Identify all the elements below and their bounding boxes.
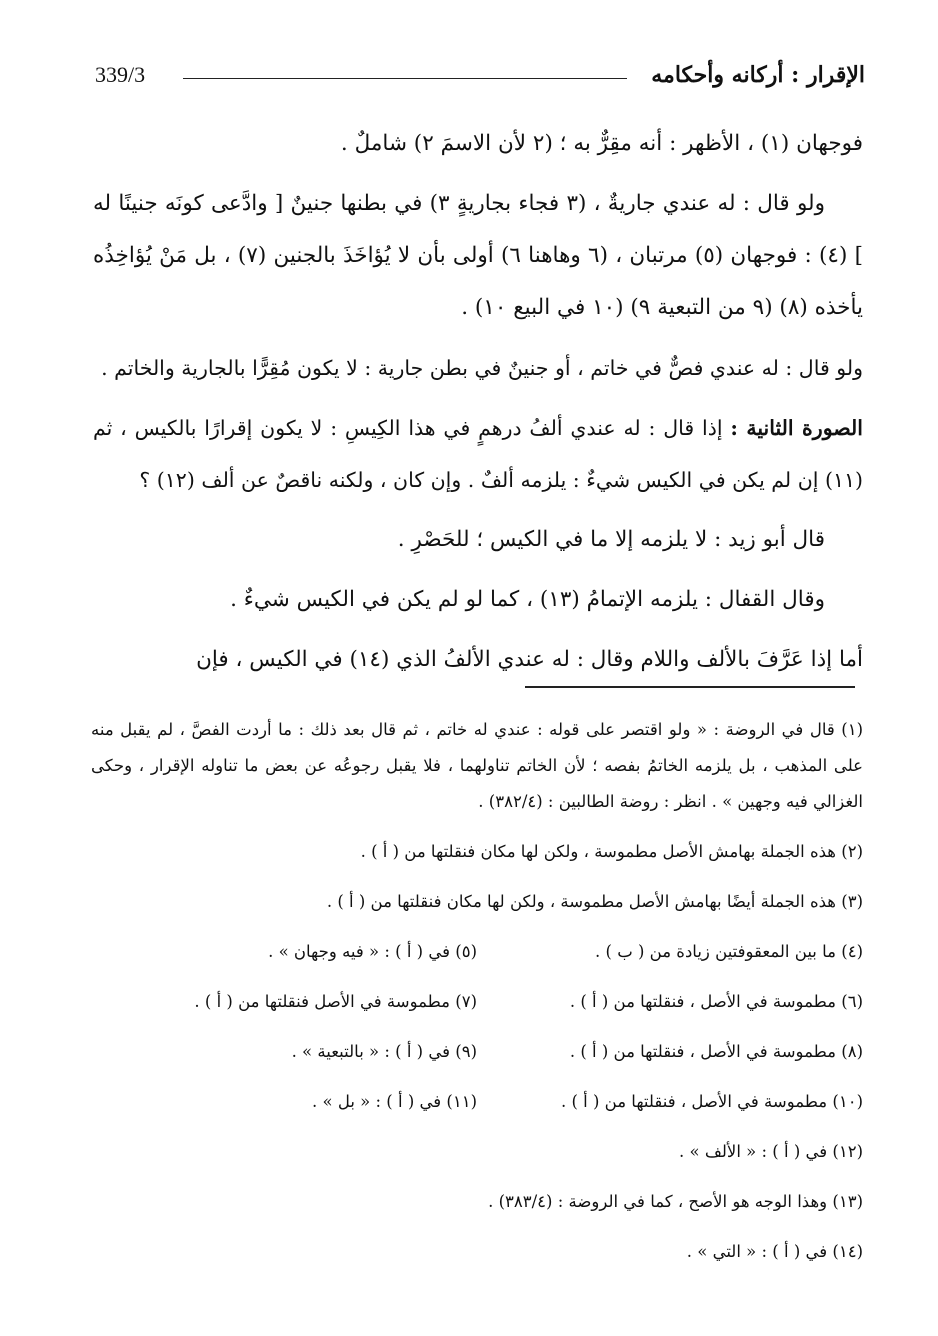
- footnote-12: (١٢) في ( أ ) : « الألف » .: [678, 1142, 863, 1161]
- main-text: [93, 118, 863, 694]
- footnote-8: (٨) مطموسة في الأصل ، فنقلتها من ( أ ) .: [569, 1042, 863, 1061]
- footnote-separator: [525, 686, 855, 688]
- footnote-13: (١٣) وهذا الوجه هو الأصح ، كما في الروضة : (٣٨٣/٤) .: [488, 1192, 863, 1211]
- footnote-4: (٤) ما بين المعقوفتين زيادة من ( ب ) .: [595, 942, 863, 961]
- footnote-row: [91, 1034, 863, 1070]
- footnote-row: [91, 934, 863, 970]
- paragraph-5: قال أبو زيد : لا يلزمه إلا ما في الكيس ؛ للحَصْرِ .: [397, 527, 825, 552]
- paragraph-4-text: إذا قال : له عندي ألفُ درهمٍ في هذا الكِيسِ : لا يكون إقرارًا بالكيس ، ثم (١١) إن لم يكن في الكيس شيءٌ : يلزمه ألفٌ . وإن كان ، ولكنه ناقصٌ عن ألف (١٢) ؟: [93, 416, 863, 492]
- footnote-row: [91, 1084, 863, 1120]
- footnote-3: (٣) هذه الجملة أيضًا بهامش الأصل مطموسة ، ولكن لها مكان فنقلتها من ( أ ) .: [326, 892, 863, 911]
- paragraph-1: فوجهان (١) ، الأظهر : أنه مقِرٌّ به ؛ (٢ لأن الاسمَ ٢) شاملٌ .: [340, 131, 863, 156]
- paragraph-7: أما إذا عَرَّفَ بالألف واللام وقال : له عندي الألفُ الذي (١٤) في الكيس ، فإن: [196, 647, 863, 672]
- footnote-7: (٧) مطموسة في الأصل فنقلتها من ( أ ) .: [194, 992, 477, 1011]
- page-number: 339/3: [95, 62, 146, 87]
- paragraph-3: ولو قال : له عندي فصٌّ في خاتم ، أو جنينٌ في بطن جارية : لا يكون مُقِرًّا بالجارية والخاتم .: [101, 356, 863, 380]
- footnote-6: (٦) مطموسة في الأصل ، فنقلتها من ( أ ) .: [569, 992, 863, 1011]
- footnote-1: (١) قال في الروضة : « ولو اقتصر على قوله : عندي له خاتم ، ثم قال بعد ذلك : ما أردت الفصَّ ، لم يقبل منه على المذهب ، بل يلزمه الخاتمُ بفصه ؛ لأن الخاتم تناولهما ، فلا يقبل رجوعُه عن بعض ما تناوله الإقرار ، وحكى الغزالي فيه وجهين » . انظر : روضة الطالبين : (٣٨٢/٤) .: [91, 720, 863, 811]
- paragraph-4: [93, 402, 863, 506]
- footnote-11: (١١) في ( أ ) : « بل » .: [312, 1092, 477, 1111]
- footnote-9: (٩) في ( أ ) : « بالتبعية » .: [291, 1042, 477, 1061]
- footnotes: [91, 712, 863, 1284]
- section-heading: الصورة الثانية :: [730, 416, 863, 440]
- paragraph-2: ولو قال : له عندي جاريةٌ ، (٣ فجاء بجاريةٍ ٣) في بطنها جنينٌ [ وادَّعى كونَه جنينًا له ] (٤) : فوجهان (٥) مرتبان ، (٦ وهاهنا ٦) أولى بأن لا يُؤاخَذَ بالجنين (٧) ، بل مَنْ يُؤاخِذُه يأخذه (٨) (٩ من التبعية ٩) (١٠ في البيع ١٠) .: [93, 191, 863, 320]
- paragraph-6: وقال القفال : يلزمه الإتمامُ (١٣) ، كما لو لم يكن في الكيس شيءٌ .: [230, 587, 825, 612]
- footnote-row: [91, 984, 863, 1020]
- footnote-5: (٥) في ( أ ) : « فيه وجهان » .: [268, 942, 477, 961]
- header-rule: [183, 78, 627, 79]
- running-title: الإقرار : أركانه وأحكامه: [651, 62, 865, 88]
- footnote-14: (١٤) في ( أ ) : « التي » .: [686, 1242, 863, 1261]
- footnote-2: (٢) هذه الجملة بهامش الأصل مطموسة ، ولكن لها مكان فنقلتها من ( أ ) .: [360, 842, 863, 861]
- page-header: [95, 52, 865, 92]
- footnote-10: (١٠) مطموسة في الأصل ، فنقلتها من ( أ ) .: [560, 1092, 863, 1111]
